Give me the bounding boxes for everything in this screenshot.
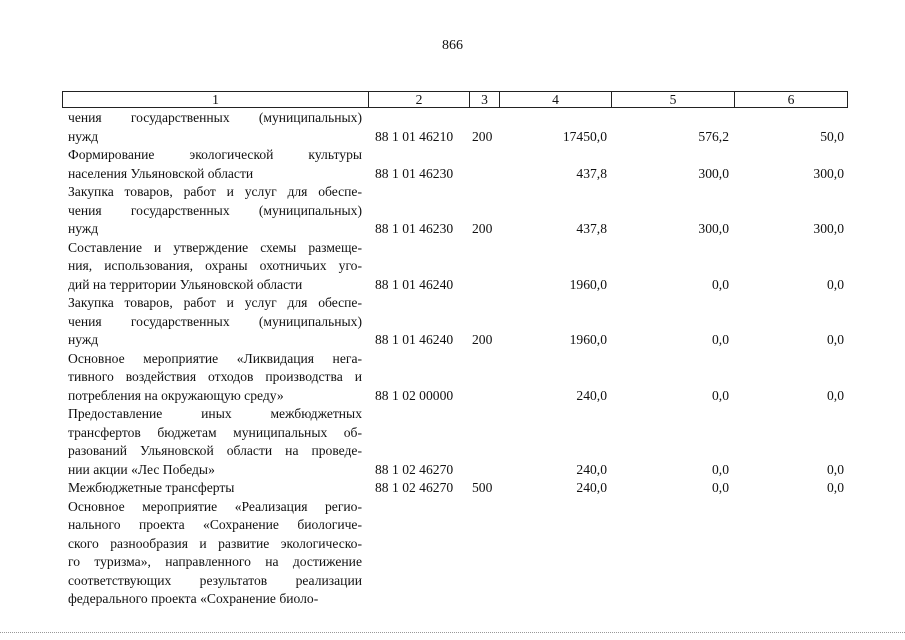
row-code: 88 1 02 46270 [375,461,454,477]
row-code: 88 1 01 46230 [375,165,454,181]
row-name-line: населения Ульяновской области [68,165,254,181]
header-col-6: 6 [787,92,795,107]
row-name-line: нужд [68,128,99,144]
row-name [68,405,362,479]
row-name [68,109,362,146]
row-value-6: 50,0 [820,128,844,144]
row-code: 88 1 02 00000 [375,387,454,403]
row-name [68,479,362,498]
table-body [0,109,905,609]
row-value-4: 240,0 [576,480,607,495]
header-col-5: 5 [612,92,735,107]
row-name [68,146,362,183]
row-name [68,498,362,609]
row-value-6: 300,0 [813,165,844,181]
row-name-line: потребления на окружающую среду» [68,387,284,403]
row-value-5: 0,0 [712,387,729,403]
row-name-line: трансфертов бюджетам муниципальных об- [68,424,362,440]
table-row [0,109,905,146]
row-expense-type: 200 [472,128,493,144]
row-value-5: 300,0 [698,165,729,181]
row-expense-type: 500 [472,480,493,495]
table-row [0,239,905,295]
header-col-2: 2 [369,92,470,107]
row-value-5: 0,0 [712,480,729,495]
table-row [0,146,905,183]
table-row [0,498,905,609]
table-row [0,405,905,479]
row-value-4: 1960,0 [569,332,607,347]
row-name-line: нального проекта «Сохранение биологиче- [68,517,362,532]
row-code: 88 1 01 46210 [375,128,454,144]
row-value-6: 0,0 [827,276,844,292]
row-name-line: дий на территории Ульяновской области [68,276,303,292]
row-name-line: чения государственных (муниципальных) [68,202,362,218]
row-value-5: 0,0 [712,276,729,292]
page-number: 866 [442,38,463,53]
row-code: 88 1 02 46270 [375,480,454,495]
table-row [0,479,905,498]
table-row [0,183,905,239]
row-name-line: Закупка товаров, работ и услуг для обеспе- [68,184,362,199]
row-name-line: Предоставление иных межбюджетных [68,406,362,421]
row-name-line: го туризма», направленного на достижение [68,554,362,569]
row-name-line: нии акции «Лес Победы» [68,461,215,477]
row-name-line: ского разнообразия и развитие экологическо- [68,535,362,551]
row-name-line: Межбюджетные трансферты [68,480,235,495]
row-name [68,294,362,350]
row-name-line: разований Ульяновской области на проведе- [68,443,362,458]
row-value-6: 300,0 [813,221,844,236]
row-name-line: Формирование экологической культуры [68,147,362,162]
row-value-4: 1960,0 [569,276,607,292]
row-name [68,350,362,406]
row-value-5: 0,0 [712,332,729,347]
header-col-3: 3 [470,92,500,107]
row-value-4: 240,0 [576,461,607,477]
header-col-1: 1 [63,92,369,107]
row-value-6: 0,0 [827,461,844,477]
row-name-line: Основное мероприятие «Реализация регио- [68,498,362,514]
row-value-4: 437,8 [576,221,607,236]
row-name-line: Основное мероприятие «Ликвидация нега- [68,350,362,366]
row-expense-type: 200 [472,221,493,236]
row-expense-type: 200 [472,332,493,347]
row-name-line: чения государственных (муниципальных) [68,110,362,125]
row-name-line: Закупка товаров, работ и услуг для обеспе- [68,295,362,310]
header-col-4: 4 [500,92,612,107]
row-code: 88 1 01 46240 [375,332,454,347]
row-name-line: федерального проекта «Сохранение биоло- [68,591,319,606]
row-code: 88 1 01 46240 [375,276,454,292]
row-name-line: нужд [68,221,99,236]
table-row [0,294,905,350]
row-value-6: 0,0 [827,332,844,347]
row-name [68,183,362,239]
row-value-6: 0,0 [827,480,844,495]
row-value-5: 576,2 [698,128,729,144]
row-code: 88 1 01 46230 [375,221,454,236]
row-value-6: 0,0 [827,387,844,403]
row-value-4: 437,8 [576,165,607,181]
row-value-4: 240,0 [576,387,607,403]
row-name-line: нужд [68,332,99,347]
row-value-5: 300,0 [698,221,729,236]
row-value-5: 0,0 [712,461,729,477]
row-name-line: тивного воздействия отходов производства и [68,369,362,384]
row-name-line: Составление и утверждение схемы размеще- [68,239,362,255]
table-row [0,350,905,406]
row-name-line: чения государственных (муниципальных) [68,313,362,329]
page-bottom-edge [0,632,905,634]
table-header [62,91,848,108]
row-name-line: соответствующих результатов реализации [68,572,362,588]
row-value-4: 17450,0 [562,128,607,144]
row-name [68,239,362,295]
row-name-line: ния, использования, охраны охотничьих уго- [68,258,362,273]
